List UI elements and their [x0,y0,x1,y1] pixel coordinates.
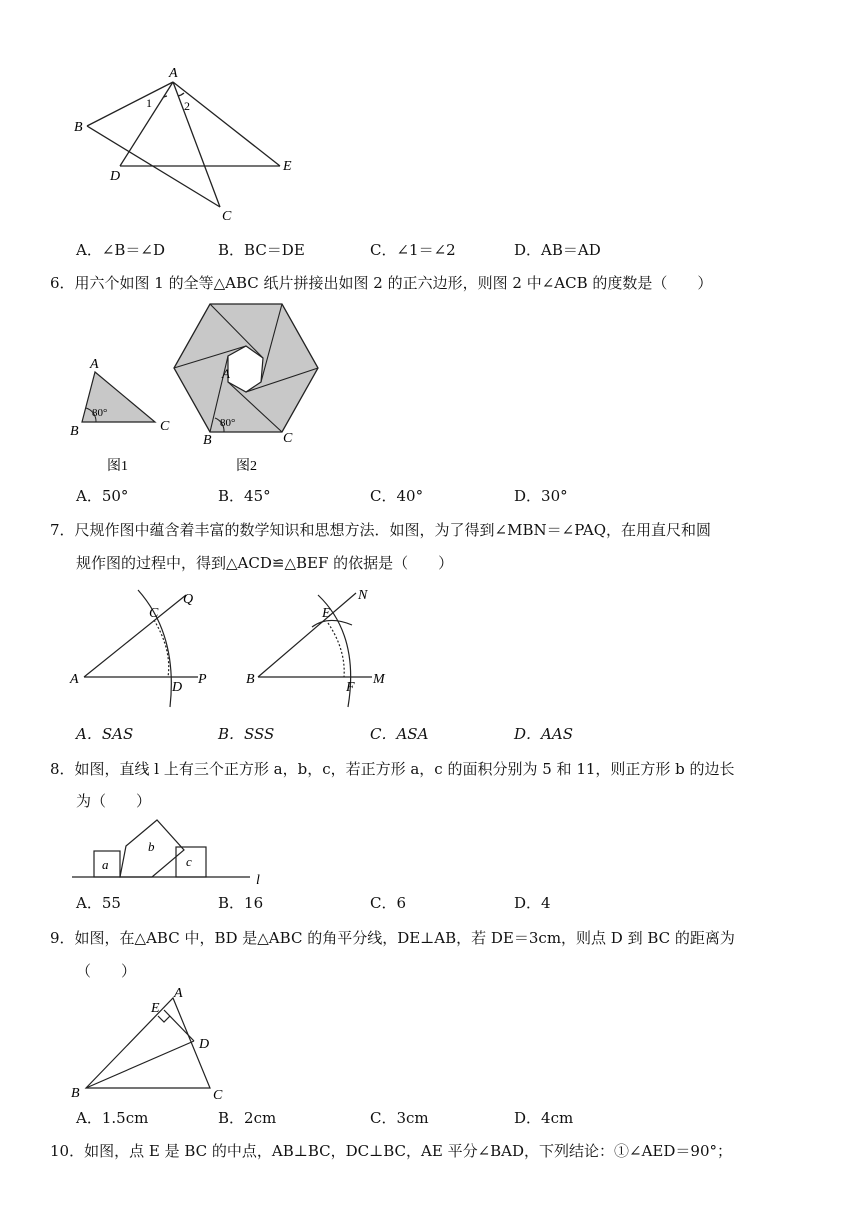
fig2-angle: 80° [220,417,236,429]
q7-figure [60,585,420,715]
q9-label-E: E [151,1001,160,1016]
q7-label-C: C [149,606,159,621]
q7-label-M: M [373,672,385,687]
q5-label-B: B [74,120,83,135]
q7-label-E: E [322,606,331,621]
q8-option-c: C．6 [370,894,407,912]
q7-option-d: D．AAS [514,725,573,743]
q8-option-b: B．16 [218,894,264,912]
q9-text-line2: （ ） [76,962,137,980]
q7-option-c: C．ASA [370,725,429,743]
q9-option-d: D．4cm [514,1109,574,1127]
q8-option-d: D．4 [514,894,551,912]
q5-figure [60,60,320,230]
fig1-label-A: A [90,357,99,372]
q9-label-D: D [199,1037,210,1052]
q8-text-line1: 8．如图，直线 l 上有三个正方形 a，b，c，若正方形 a，c 的面积分别为 5 和 11，则正方形 b 的边长 [50,760,735,778]
fig2-caption: 图2 [236,459,257,474]
q9-label-C: C [213,1088,223,1103]
q7-label-F: F [346,680,355,695]
q5-label-1: 1 [146,96,152,110]
q8-label-b: b [148,839,155,854]
q9-figure [60,984,250,1104]
q7-label-A: A [70,672,79,687]
q6-text: 6．用六个如图 1 的全等△ABC 纸片拼接出如图 2 的正六边形，则图 2 中∠ACB 的度数是（ ） [50,274,713,292]
fig1-label-C: C [160,419,170,434]
q6-option-a: A．50° [76,487,129,505]
q7-label-B: B [246,672,255,687]
q6-option-d: D．30° [514,487,568,505]
q7-option-a: A．SAS [76,725,134,743]
q6-option-c: C．40° [370,487,424,505]
q5-label-E: E [283,159,292,174]
q9-label-B: B [71,1086,80,1101]
q5-option-b: B．BC＝DE [218,241,305,259]
q5-option-a: A．∠B＝∠D [76,241,166,259]
fig1-angle: 80° [92,407,108,419]
q5-label-D: D [110,169,121,184]
q9-option-c: C．3cm [370,1109,429,1127]
fig2-label-A: A [222,366,230,381]
fig1-caption: 图1 [107,459,128,474]
q7-text-line2: 规作图的过程中，得到△ACD≌△BEF 的依据是（ ） [76,554,454,572]
q8-option-a: A．55 [76,894,121,912]
q6-figures [60,300,340,480]
q5-label-A: A [169,66,178,81]
q6-option-b: B．45° [218,487,271,505]
q7-text-line1: 7．尺规作图中蕴含着丰富的数学知识和思想方法．如图，为了得到∠MBN＝∠PAQ，在用直尺和圆 [50,521,712,539]
q7-label-Q: Q [183,592,194,607]
q5-option-c: C．∠1＝∠2 [370,241,456,259]
q7-option-b: B．SSS [218,725,275,743]
q7-label-N: N [358,588,368,603]
q5-option-d: D．AB＝AD [514,241,601,259]
q10-text-line1: 10．如图，点 E 是 BC 的中点，AB⊥BC，DC⊥BC，AE 平分∠BAD，下列结论：①∠AED＝90°； [50,1142,732,1160]
q5-label-C: C [222,209,232,224]
fig2-label-C: C [283,431,293,446]
q8-text-line2: 为（ ） [76,792,152,810]
fig1-label-B: B [70,424,79,439]
q8-label-l: l [256,873,260,888]
fig2-label-B: B [203,433,212,448]
q9-text-line1: 9．如图，在△ABC 中，BD 是△ABC 的角平分线，DE⊥AB，若 DE＝3cm，则点 D 到 BC 的距离为 [50,929,735,947]
q8-label-c: c [186,854,192,869]
q5-label-2: 2 [184,99,190,113]
q9-label-A: A [174,986,183,1001]
q8-figure [60,814,290,890]
q8-label-a: a [102,857,109,872]
q7-label-D: D [172,680,183,695]
q9-option-b: B．2cm [218,1109,277,1127]
q7-label-P: P [198,672,207,687]
q9-option-a: A．1.5cm [76,1109,149,1127]
